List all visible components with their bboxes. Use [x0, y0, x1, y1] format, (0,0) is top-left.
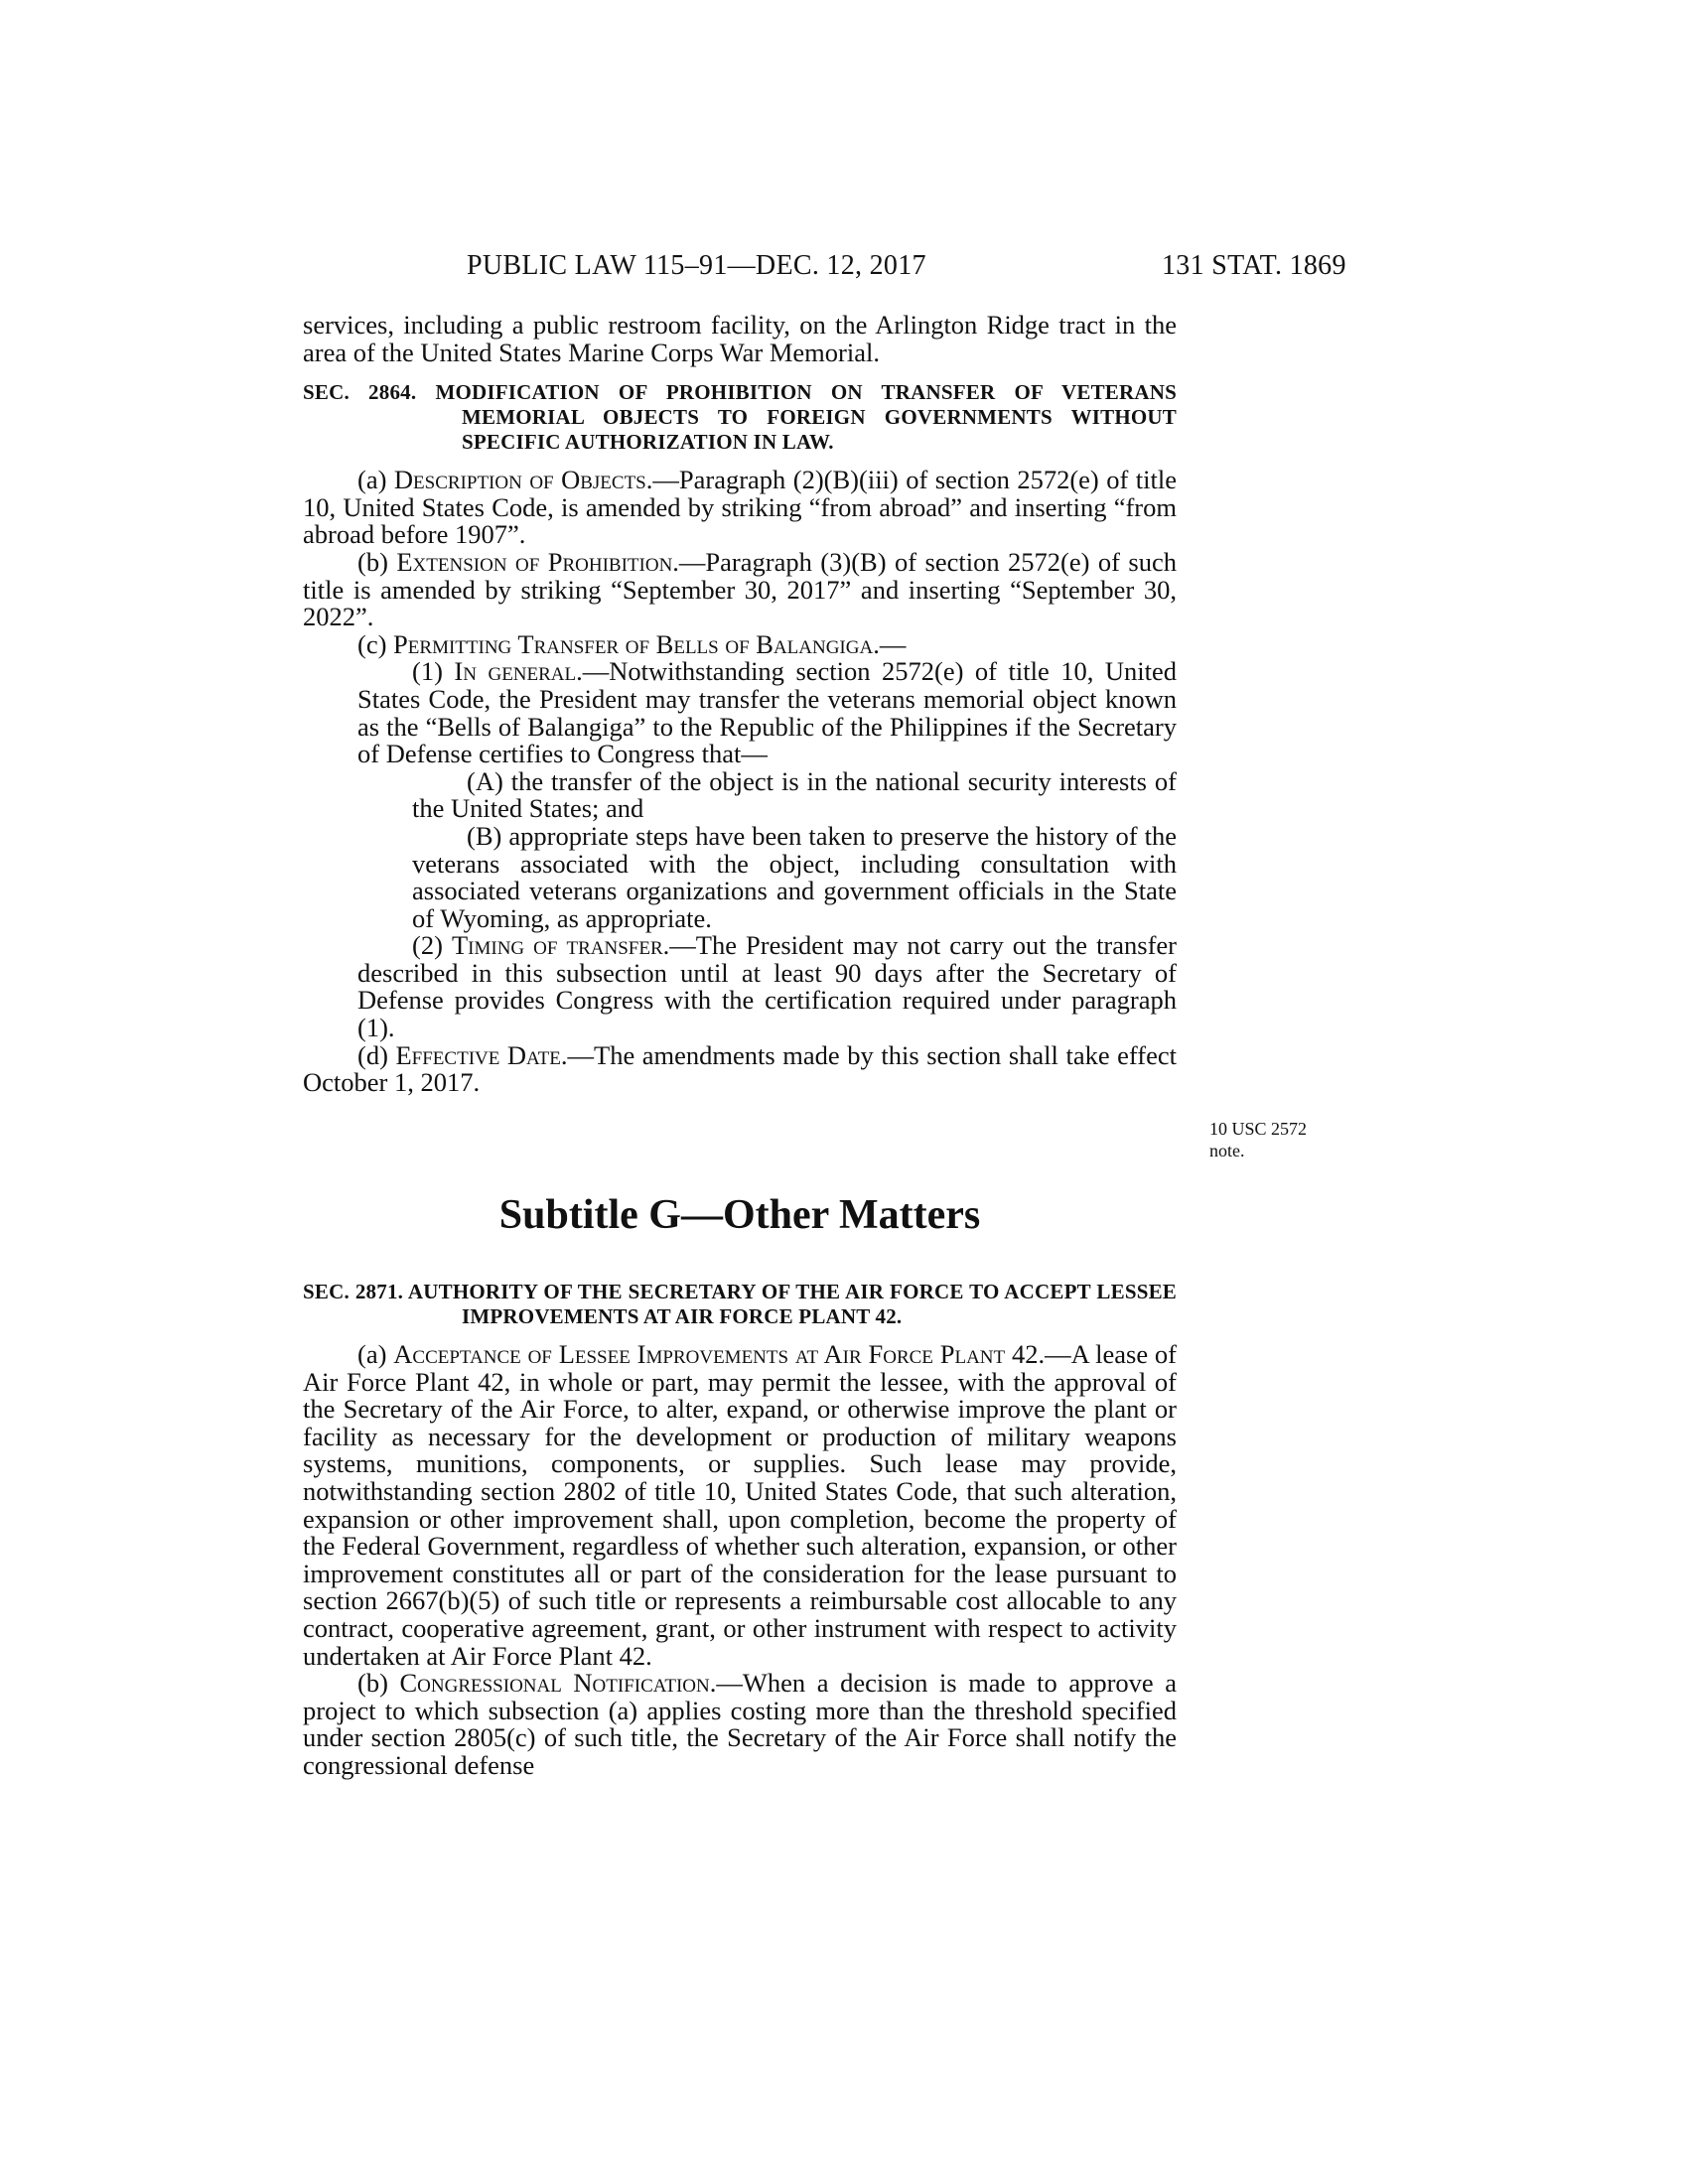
paragraph-c2-text: —The President may not carry out the transfer described in this subsection until at least 90 days after the Secretary of Defense provides Congress with the certification required under paragraph (1). [357, 930, 1177, 1043]
subsection-a [303, 467, 1177, 549]
subsection-2871-a [303, 1341, 1177, 1670]
paragraph-c2-label: (2) [412, 930, 452, 961]
subsection-c-text: — [879, 628, 907, 659]
subsection-2871-b-text: —When a decision is made to approve a project to which subsection (a) applies costing more than the threshold specified under section 2805(c) of such title, the Secretary of the Air Force shall notify the congressional defense [303, 1668, 1178, 1780]
subsection-a-label: (a) [357, 465, 394, 495]
paragraph-c1-heading: In general. [454, 656, 583, 687]
section-block-2864 [303, 312, 1177, 1097]
subsection-c-label: (c) [357, 628, 394, 659]
subsection-2871-b-heading: Congressional Notification. [399, 1668, 717, 1699]
subparagraph-b: (B) appropriate steps have been taken to preserve the history of the veterans associated with the object, including consultation with associated veterans organizations and government officials in the State of Wyoming, as appropriate. [412, 820, 1177, 933]
subsection-2871-a-heading: Acceptance of Lessee Improvements at Air Force Plant 42. [393, 1339, 1046, 1369]
page-reference: 131 STAT. 1869 [1162, 250, 1346, 281]
subsection-2871-a-text: —A lease of Air Force Plant 42, in whole or part, may permit the lessee, with the approval of the Secretary of the Air Force, to alter, expand, or otherwise improve the plant or facility as necessary for the development or production of military weapons systems, munitions, components, or supplies. Such lease may provide, notwithstanding section 2802 of title 10, United States Code, that such alteration, expansion or other improvement shall, upon completion, become the property of the Federal Government, regardless of whether such alteration, expansion, or other improvement constitutes all or part of the consideration for the lease pursuant to section 2667(b)(5) of such title or represents a reimbursable cost allocable to any contract, cooperative agreement, grant, or other instrument with respect to activity undertaken at Air Force Plant 42. [303, 1339, 1177, 1671]
subsection-2871-b-label: (b) [357, 1668, 400, 1699]
subparagraph-a: (A) the transfer of the object is in the national security interests of the United States; and [412, 765, 1177, 824]
subtitle-heading: Subtitle G—Other Matters [498, 1192, 981, 1238]
paragraph-c1-text: —Notwithstanding section 2572(e) of title 10, United States Code, the President may transfer the veterans memorial object known as the “Bells of Balangiga” to the Republic of the Philippines if the Secretary of Defense certifies to Congress that— [357, 656, 1178, 769]
subsection-c [303, 628, 1177, 659]
carryover-paragraph: services, including a public restroom facility, on the Arlington Ridge tract in the area of the United States Marine Corps War Memorial. [303, 310, 1177, 367]
margin-note: 10 USC 2572 note. [1209, 1119, 1308, 1160]
subsection-2871-b [303, 1670, 1177, 1779]
paragraph-c2 [303, 932, 1177, 1041]
paragraph-c1 [303, 658, 1177, 767]
subsection-d-heading: Effective Date. [395, 1039, 568, 1070]
subsection-a-text: —Paragraph (2)(B)(iii) of section 2572(e) of title 10, United States Code, is amended by striking “from abroad” and inserting “from abroad before 1907”. [303, 465, 1177, 550]
subsection-d-label: (d) [357, 1039, 396, 1070]
subsection-b-heading: Extension of Prohibition. [396, 546, 679, 577]
subsection-d-text: —The amendments made by this section shall take effect October 1, 2017. [303, 1039, 1177, 1098]
subsection-2871-a-label: (a) [357, 1339, 394, 1369]
section-block-2871 [303, 1266, 1177, 1780]
running-head: PUBLIC LAW 115–91—DEC. 12, 2017 [467, 250, 926, 281]
subsection-b-text: —Paragraph (3)(B) of section 2572(e) of such title is amended by striking “September 30, 2017” and inserting “September 30, 2022”. [303, 546, 1177, 632]
subsection-a-heading: Description of Objects. [393, 465, 653, 495]
section-heading-2871: SEC. 2871. AUTHORITY OF THE SECRETARY OF THE AIR FORCE TO ACCEPT LESSEE IMPROVEMENTS AT AIR FORCE PLANT 42. [303, 1280, 1177, 1328]
paragraph-c1-label: (1) [412, 656, 455, 687]
subsection-b [303, 546, 1177, 632]
subsection-d [303, 1039, 1177, 1098]
subsection-c-heading: Permitting Transfer of Bells of Balangiga. [393, 628, 880, 659]
paragraph-c2-heading: Timing of transfer. [451, 930, 670, 961]
section-heading-2864: SEC. 2864. MODIFICATION OF PROHIBITION ON TRANSFER OF VETERANS MEMORIAL OBJECTS TO FOREIGN GOVERNMENTS WITHOUT SPECIFIC AUTHORIZATION IN LAW. [303, 380, 1177, 455]
subsection-b-label: (b) [357, 546, 397, 577]
